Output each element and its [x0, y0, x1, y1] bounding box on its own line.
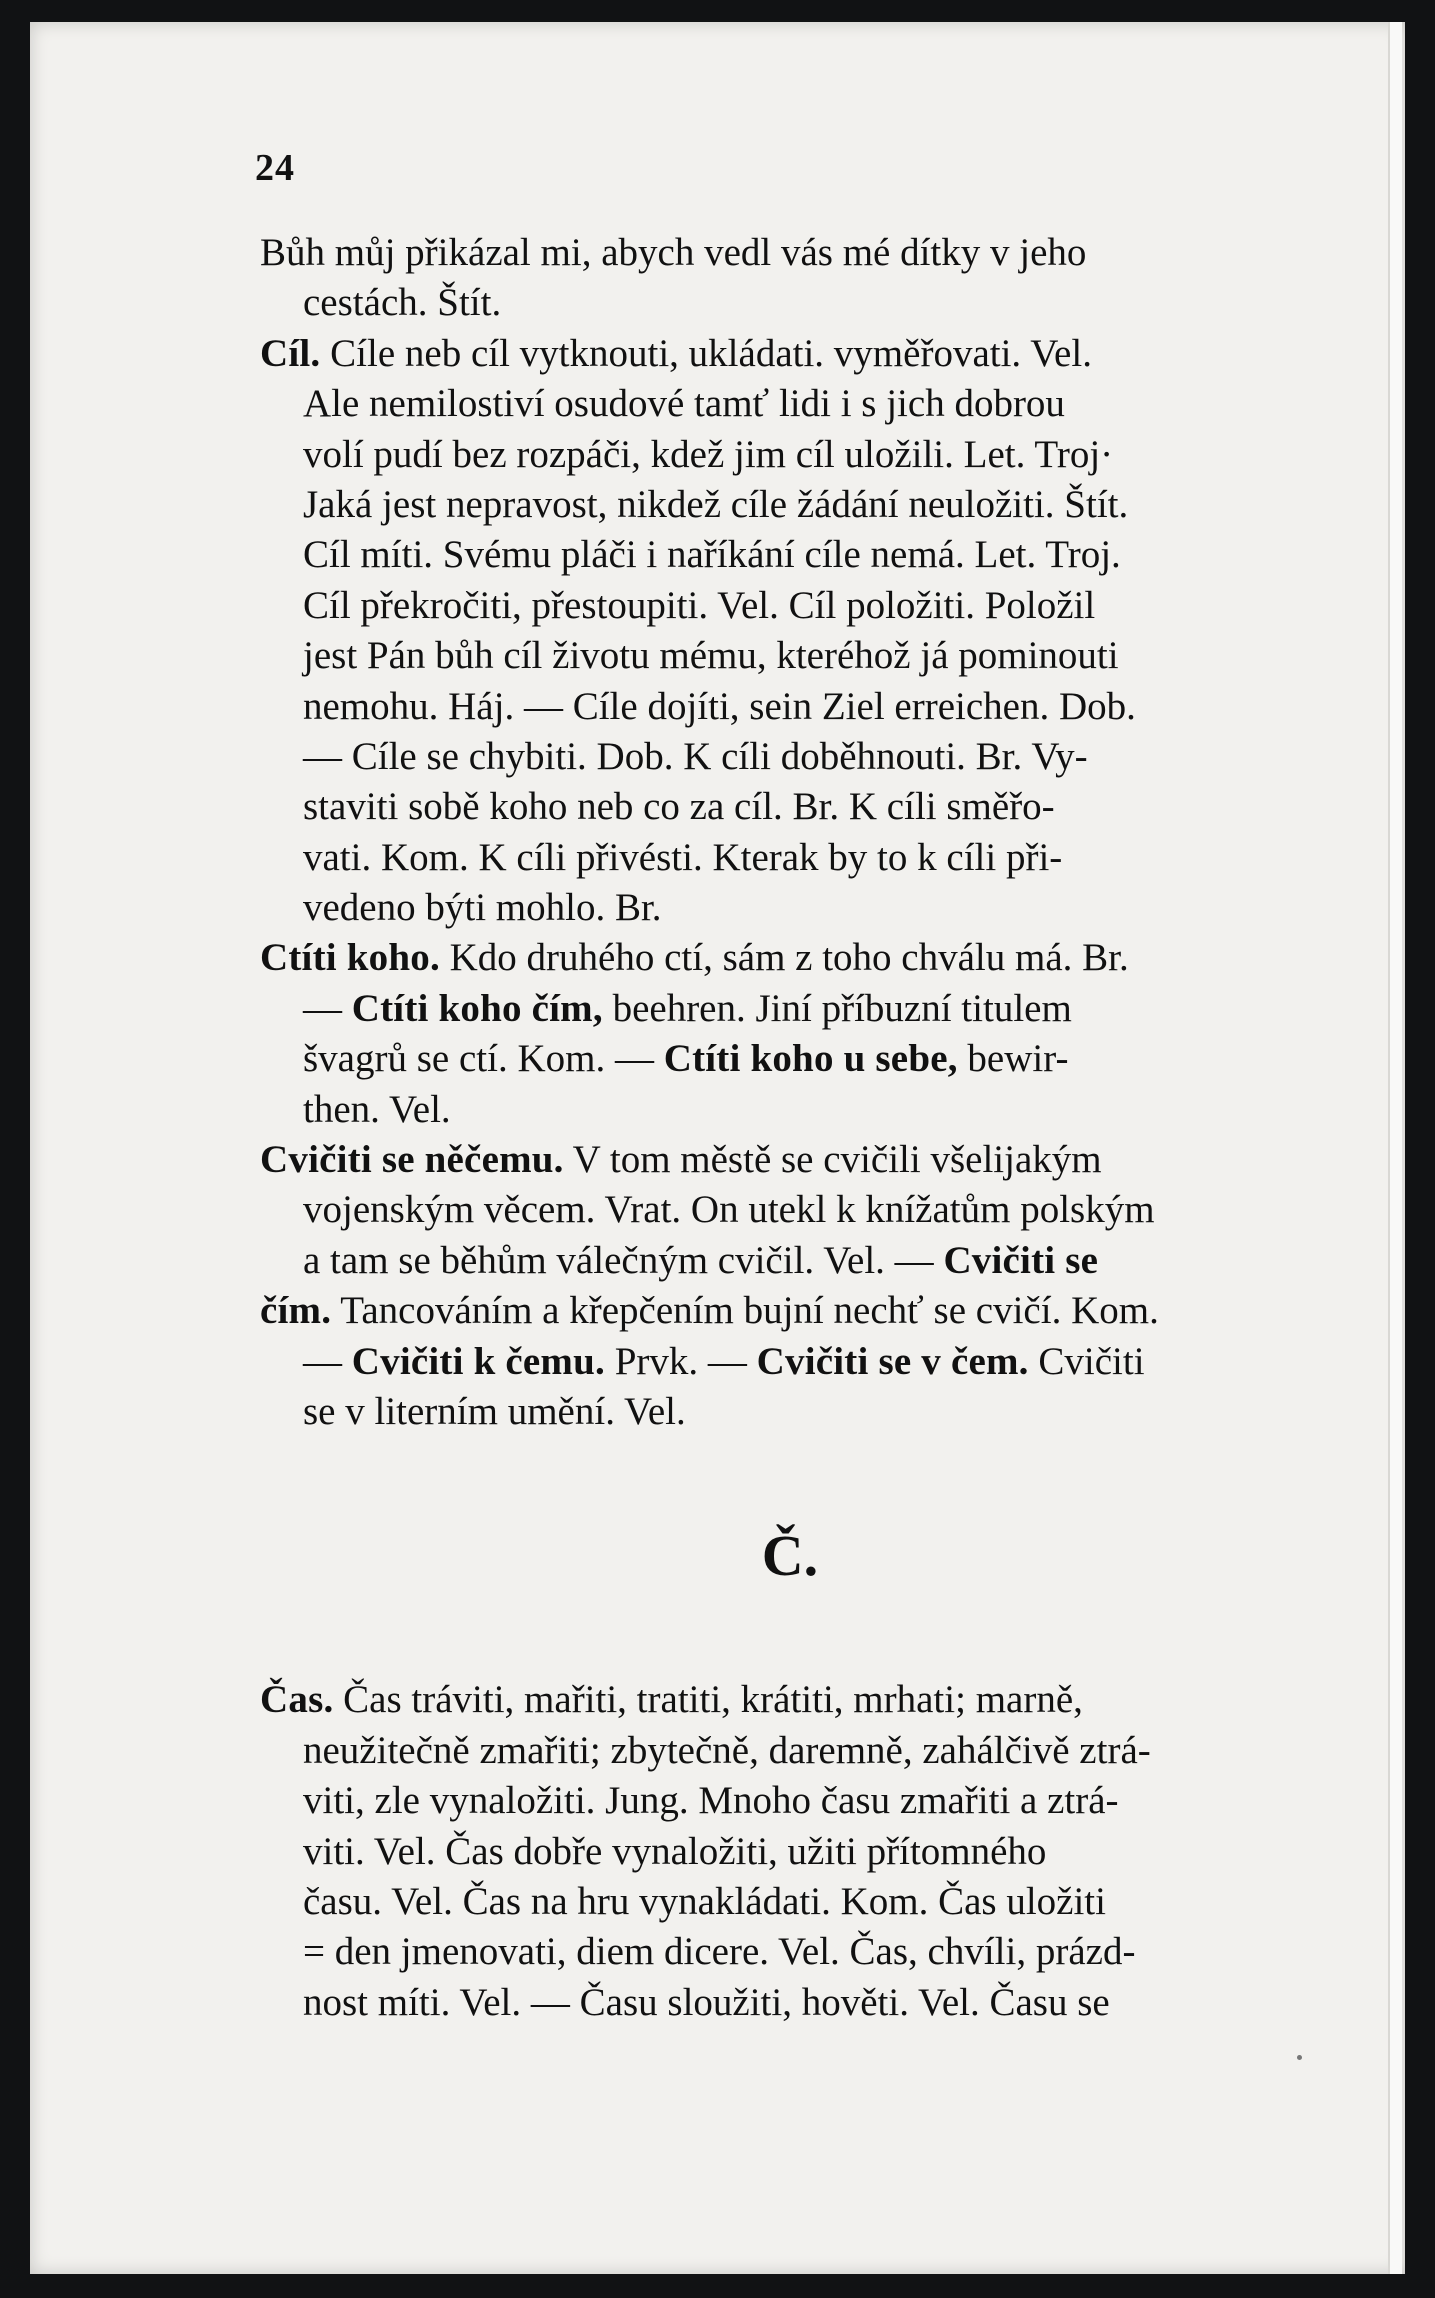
text-run: a tam se běhům válečným cvičil. Vel. —: [303, 1238, 944, 1282]
text-line: [260, 782, 1290, 832]
text-line: [260, 430, 1290, 480]
text-line: [260, 581, 1290, 631]
text-run: viti, zle vynaložiti. Jung. Mnoho času zmařiti a ztrá-: [303, 1779, 1119, 1823]
text-run: Cíl míti. Svému pláči i naříkání cíle nemá. Let. Troj.: [303, 533, 1121, 577]
text-line: [260, 329, 1290, 379]
text-line: [260, 732, 1290, 782]
text-run: Čas tráviti, mařiti, tratiti, krátiti, mrhati; marně,: [333, 1678, 1083, 1722]
text-line: [260, 1034, 1290, 1084]
text-line: [260, 1827, 1290, 1877]
text-run: Cíl překročiti, přestoupiti. Vel. Cíl položiti. Položil: [303, 583, 1096, 627]
text-line: [260, 1675, 1290, 1725]
text-line: [260, 883, 1290, 933]
text-run: vedeno býti mohlo. Br.: [303, 886, 662, 930]
entries-before-heading: [260, 228, 1290, 1437]
entry-headword: Cvičiti se něčemu.: [260, 1138, 564, 1182]
text-line: [260, 1776, 1290, 1826]
text-run: Ale nemilostiví osudové tamť lidi i s jich dobrou: [303, 382, 1065, 426]
text-run: nemohu. Háj. — Cíle dojíti, sein Ziel erreichen. Dob.: [303, 684, 1136, 728]
text-run: Cvičiti: [1028, 1339, 1145, 1383]
text-run: —: [303, 1339, 352, 1383]
text-line: [260, 530, 1290, 580]
text-line: [260, 228, 1290, 278]
entry-headword: Ctíti koho čím,: [351, 986, 603, 1030]
text-line: [260, 1927, 1290, 1977]
page-number: 24: [255, 147, 295, 189]
text-line: [260, 933, 1290, 983]
text-run: staviti sobě koho neb co za cíl. Br. K cíli směřo-: [303, 785, 1055, 829]
text-run: švagrů se ctí. Kom. —: [303, 1037, 664, 1081]
text-run: Prvk. —: [604, 1339, 757, 1383]
text-run: beehren. Jiní příbuzní titulem: [602, 986, 1072, 1030]
text-line: [260, 1387, 1290, 1437]
entry-headword: Ctíti koho u sebe,: [663, 1037, 958, 1081]
entry-headword: čím.: [260, 1289, 332, 1333]
text-line: [260, 1877, 1290, 1927]
entry-headword: Cvičiti se v čem.: [756, 1339, 1029, 1383]
text-run: — Cíle se chybiti. Dob. K cíli doběhnouti. Br. Vy-: [303, 734, 1088, 778]
text-run: Bůh můj přikázal mi, abych vedl vás mé dítky v jeho: [260, 231, 1087, 274]
text-run: Cíle neb cíl vytknouti, ukládati. vyměřovati. Vel.: [320, 331, 1092, 375]
text-line: [260, 1337, 1290, 1387]
section-gap: [260, 1437, 1290, 1509]
text-line: [260, 1978, 1290, 2028]
page-edge: [1388, 22, 1402, 2274]
text-run: neužitečně zmařiti; zbytečně, daremně, zahálčivě ztrá-: [303, 1728, 1151, 1772]
text-run: Jaká jest nepravost, nikdež cíle žádání neuložiti. Štít.: [303, 482, 1129, 526]
text-line: [260, 631, 1290, 681]
text-line: [260, 278, 1290, 328]
text-line: [260, 379, 1290, 429]
text-run: —: [303, 986, 352, 1030]
text-line: [260, 1726, 1290, 1776]
entries-after-heading: [260, 1675, 1290, 2028]
entry-headword: Čas.: [260, 1678, 334, 1722]
text-line: [260, 1236, 1290, 1286]
entry-headword: Cvičiti k čemu.: [351, 1339, 605, 1383]
text-line: [260, 1085, 1290, 1135]
text-run: viti. Vel. Čas dobře vynaložiti, užiti přítomného: [303, 1829, 1047, 1873]
text-run: volí pudí bez rozpáči, kdež jim cíl uložili. Let. Troj·: [303, 432, 1114, 476]
entry-headword: Cvičiti se: [943, 1238, 1099, 1282]
text-run: nost míti. Vel. — Času sloužiti, hověti. Vel. Času se: [303, 1980, 1110, 2024]
text-run: času. Vel. Čas na hru vynakládati. Kom. Čas uložiti: [303, 1879, 1106, 1923]
text-run: vati. Kom. K cíli přivésti. Kterak by to k cíli při-: [303, 835, 1063, 879]
text-run: bewir-: [957, 1037, 1069, 1081]
dictionary-text: [260, 228, 1290, 2028]
text-line: [260, 833, 1290, 883]
entry-headword: Cíl.: [260, 331, 321, 375]
text-line: [260, 1286, 1290, 1336]
entry-headword: Ctíti koho.: [260, 936, 440, 980]
section-heading: Č.: [761, 1523, 819, 1589]
text-run: V tom městě se cvičili všelijakým: [563, 1138, 1102, 1182]
section-gap: [260, 1603, 1290, 1675]
text-run: Tancováním a křepčením bujní nechť se cvičí. Kom.: [331, 1289, 1159, 1333]
text-run: = den jmenovati, diem dicere. Vel. Čas, chvíli, prázd-: [303, 1930, 1136, 1974]
text-line: [260, 1135, 1290, 1185]
text-run: se v literním umění. Vel.: [303, 1389, 686, 1433]
text-run: jest Pán bůh cíl životu mému, kteréhož já pominouti: [303, 634, 1119, 678]
text-line: [260, 1185, 1290, 1235]
ink-speck: [1297, 2055, 1302, 2060]
text-line: [260, 682, 1290, 732]
text-line: [260, 984, 1290, 1034]
text-run: vojenským věcem. Vrat. On utekl k knížatům polským: [303, 1188, 1155, 1232]
text-line: [260, 480, 1290, 530]
text-run: then. Vel.: [303, 1087, 451, 1131]
text-run: cestách. Štít.: [303, 281, 502, 325]
text-run: Kdo druhého ctí, sám z toho chválu má. Br.: [439, 936, 1129, 980]
